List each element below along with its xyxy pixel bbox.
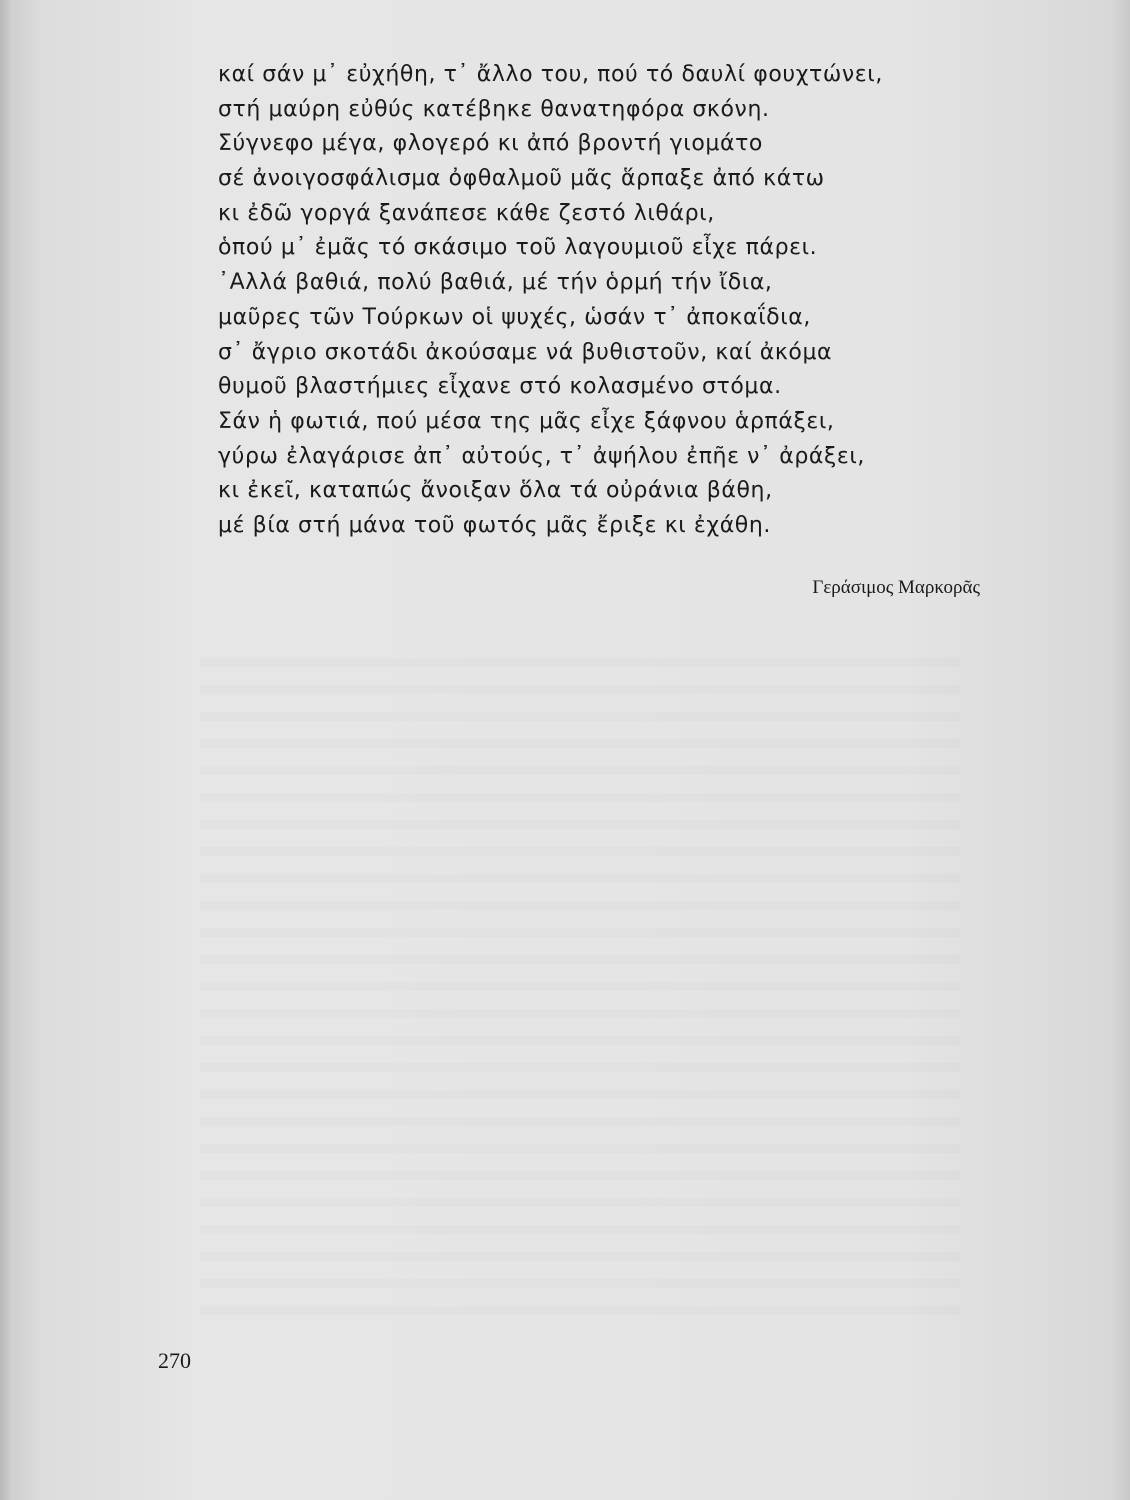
- poem-line: γύρω ἐλαγάρισε ἀπ᾽ αὐτούς, τ᾽ ἀψήλου ἐπῆε ν᾽ ἀράξει,: [218, 443, 866, 469]
- poem-line: ὁπού μ᾽ ἐμᾶς τό σκάσιμο τοῦ λαγουμιοῦ εἶχε πάρει.: [218, 235, 818, 261]
- poem-line: κι ἐκεῖ, καταπώς ἄνοιξαν ὅλα τά οὐράνια βάθη,: [218, 478, 773, 504]
- poem-line: κι ἐδῶ γοργά ξανάπεσε κάθε ζεστό λιθάρι,: [218, 200, 715, 226]
- poem-line: θυμοῦ βλαστήμιες εἶχανε στό κολασμένο στόμα.: [218, 374, 782, 400]
- poem-line: σ᾽ ἄγριο σκοτάδι ἀκούσαμε νά βυθιστοῦν, καί ἀκόμα: [218, 339, 833, 365]
- poem-line: ᾿Αλλά βαθιά, πολύ βαθιά, μέ τήν ὁρμή τήν ἴδια,: [218, 270, 773, 296]
- author-signature: Γεράσιμος Μαρκορᾶς: [812, 577, 980, 598]
- show-through-text: [200, 640, 960, 1330]
- poem-text: [218, 58, 978, 544]
- poem-line: μαῦρες τῶν Τούρκων οἱ ψυχές, ὡσάν τ᾽ ἀποκαΐδια,: [218, 304, 811, 330]
- poem-line: στή μαύρη εὐθύς κατέβηκε θανατηφόρα σκόνη.: [218, 96, 770, 122]
- poem-line: μέ βία στή μάνα τοῦ φωτός μᾶς ἔριξε κι ἐχάθη.: [218, 512, 772, 538]
- page-binding-edge: [0, 0, 14, 1500]
- poem-line: Σύγνεφο μέγα, φλογερό κι ἀπό βροντή γιομάτο: [218, 131, 763, 157]
- poem-line: καί σάν μ᾽ εὐχήθη, τ᾽ ἄλλο του, πού τό δαυλί φουχτώνει,: [218, 62, 883, 87]
- page-number: 270: [158, 1348, 191, 1373]
- poem-line: Σάν ἡ φωτιά, πού μέσα της μᾶς εἶχε ξάφνου ἁρπάξει,: [218, 408, 835, 434]
- poem-line: σέ ἀνοιγοσφάλισμα ὀφθαλμοῦ μᾶς ἅρπαξε ἀπό κάτω: [218, 166, 825, 192]
